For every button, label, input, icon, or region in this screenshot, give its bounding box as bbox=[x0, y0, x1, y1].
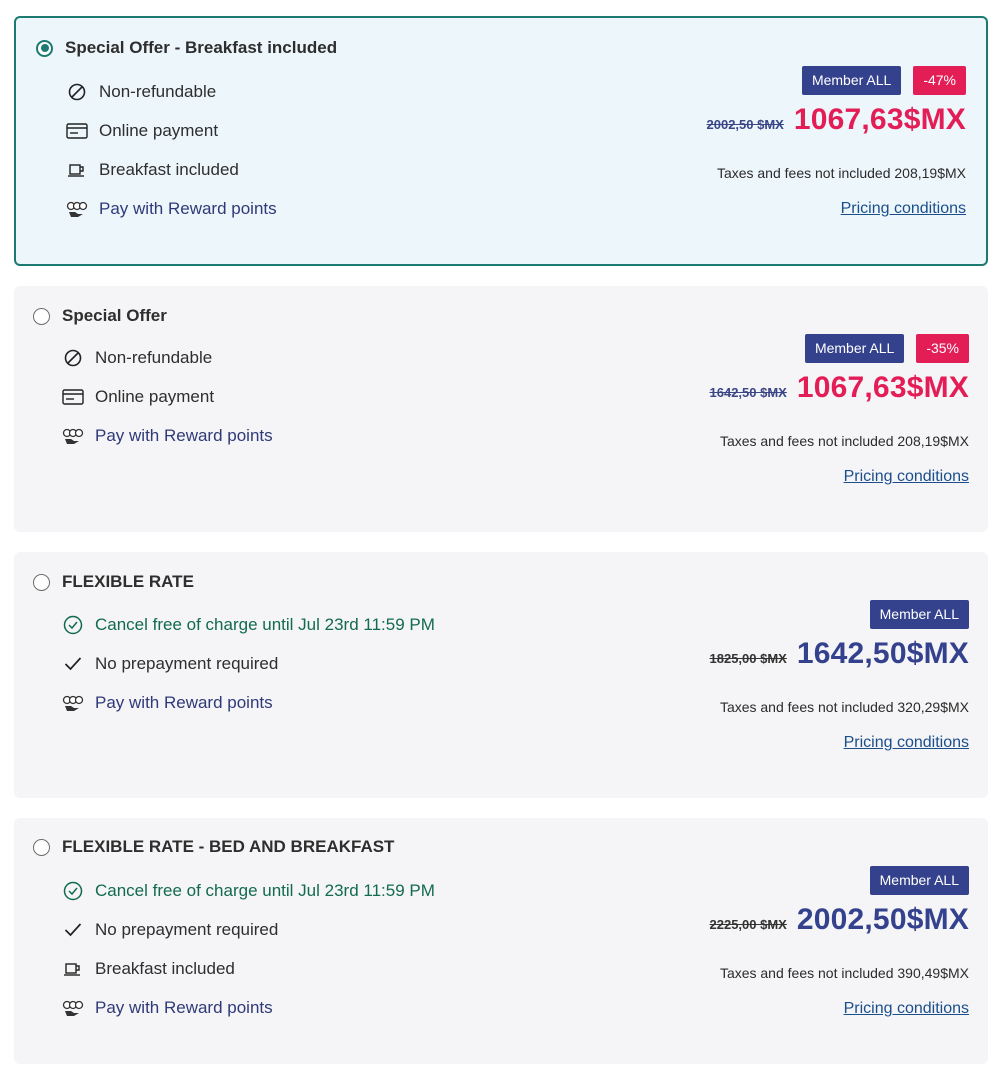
reward-points-icon bbox=[62, 997, 84, 1019]
pricing-conditions-link[interactable]: Pricing conditions bbox=[840, 200, 966, 217]
reward-points-icon bbox=[62, 692, 84, 714]
member-badge: Member ALL bbox=[805, 334, 904, 363]
member-badge: Member ALL bbox=[870, 866, 969, 895]
feature-label: Pay with Reward points bbox=[95, 692, 273, 712]
feature-label: No prepayment required bbox=[95, 654, 279, 674]
feature-label: Non-refundable bbox=[99, 82, 217, 102]
feature-label: Cancel free of charge until Jul 23rd 11:59 PM bbox=[95, 881, 435, 901]
clock-check-icon bbox=[62, 614, 84, 636]
member-badge: Member ALL bbox=[870, 600, 969, 629]
rate-title: FLEXIBLE RATE bbox=[62, 572, 194, 591]
feature-row bbox=[62, 378, 273, 417]
credit-card-icon bbox=[66, 120, 88, 142]
original-price: 2225,00 $MX bbox=[709, 917, 787, 932]
rate-price: 2002,50$MX bbox=[796, 903, 969, 936]
credit-card-icon bbox=[62, 386, 84, 408]
feature-row bbox=[62, 872, 435, 911]
feature-label: Online payment bbox=[99, 121, 219, 141]
feature-label: Cancel free of charge until Jul 23rd 11:59 PM bbox=[95, 615, 435, 635]
rate-option-special-offer-breakfast[interactable] bbox=[14, 16, 988, 266]
feature-row bbox=[62, 417, 273, 456]
discount-badge: -35% bbox=[916, 334, 969, 363]
feature-label: Breakfast included bbox=[99, 159, 239, 179]
pricing-conditions-link[interactable]: Pricing conditions bbox=[843, 1000, 969, 1017]
rate-radio[interactable] bbox=[33, 839, 50, 856]
feature-row bbox=[66, 151, 277, 190]
clock-check-icon bbox=[62, 880, 84, 902]
rate-option-flexible-rate-bed-and-breakfast[interactable] bbox=[14, 818, 988, 1064]
feature-label: Breakfast included bbox=[95, 958, 235, 978]
discounted-price: 1067,63$MX bbox=[793, 103, 966, 136]
member-badge: Member ALL bbox=[802, 66, 901, 95]
feature-row bbox=[62, 645, 435, 684]
rate-title: Special Offer bbox=[62, 306, 167, 325]
rate-option-special-offer[interactable] bbox=[14, 286, 988, 532]
feature-row bbox=[62, 684, 435, 723]
prohibited-icon bbox=[66, 81, 88, 103]
checkmark-icon bbox=[62, 919, 84, 941]
feature-label: Non-refundable bbox=[95, 348, 213, 368]
taxes-note: Taxes and fees not included 208,19$MX bbox=[716, 165, 966, 181]
rate-radio[interactable] bbox=[33, 574, 50, 591]
feature-row bbox=[66, 73, 277, 112]
original-price: 1642,50 $MX bbox=[709, 385, 787, 400]
discounted-price: 1067,63$MX bbox=[796, 371, 969, 404]
rate-price: 1642,50$MX bbox=[796, 637, 969, 670]
feature-row bbox=[66, 189, 277, 228]
rate-radio[interactable] bbox=[33, 308, 50, 325]
original-price: 2002,50 $MX bbox=[706, 117, 784, 132]
coffee-cup-icon bbox=[62, 958, 84, 980]
feature-row bbox=[62, 950, 435, 989]
rate-option-flexible-rate[interactable] bbox=[14, 552, 988, 798]
feature-row bbox=[62, 339, 273, 378]
taxes-note: Taxes and fees not included 208,19$MX bbox=[719, 433, 969, 449]
taxes-note: Taxes and fees not included 390,49$MX bbox=[719, 965, 969, 981]
discount-badge: -47% bbox=[913, 66, 966, 95]
reward-points-icon bbox=[66, 198, 88, 220]
taxes-note: Taxes and fees not included 320,29$MX bbox=[719, 699, 969, 715]
feature-label: Pay with Reward points bbox=[99, 198, 277, 218]
price-box bbox=[609, 600, 969, 752]
original-price: 1825,00 $MX bbox=[709, 651, 787, 666]
feature-row bbox=[62, 988, 435, 1027]
feature-row bbox=[62, 606, 435, 645]
coffee-cup-icon bbox=[66, 159, 88, 181]
rate-title: Special Offer - Breakfast included bbox=[65, 38, 338, 57]
feature-label: No prepayment required bbox=[95, 920, 279, 940]
rate-title: FLEXIBLE RATE - BED AND BREAKFAST bbox=[62, 837, 395, 856]
feature-label: Pay with Reward points bbox=[95, 425, 273, 445]
reward-points-icon bbox=[62, 425, 84, 447]
price-box bbox=[609, 334, 969, 486]
feature-row bbox=[62, 911, 435, 950]
pricing-conditions-link[interactable]: Pricing conditions bbox=[843, 734, 969, 751]
feature-label: Pay with Reward points bbox=[95, 997, 273, 1017]
price-box bbox=[606, 66, 966, 218]
feature-label: Online payment bbox=[95, 387, 215, 407]
prohibited-icon bbox=[62, 347, 84, 369]
price-box bbox=[609, 866, 969, 1018]
rate-radio-selected[interactable] bbox=[36, 40, 53, 57]
pricing-conditions-link[interactable]: Pricing conditions bbox=[843, 468, 969, 485]
feature-row bbox=[66, 112, 277, 151]
checkmark-icon bbox=[62, 653, 84, 675]
